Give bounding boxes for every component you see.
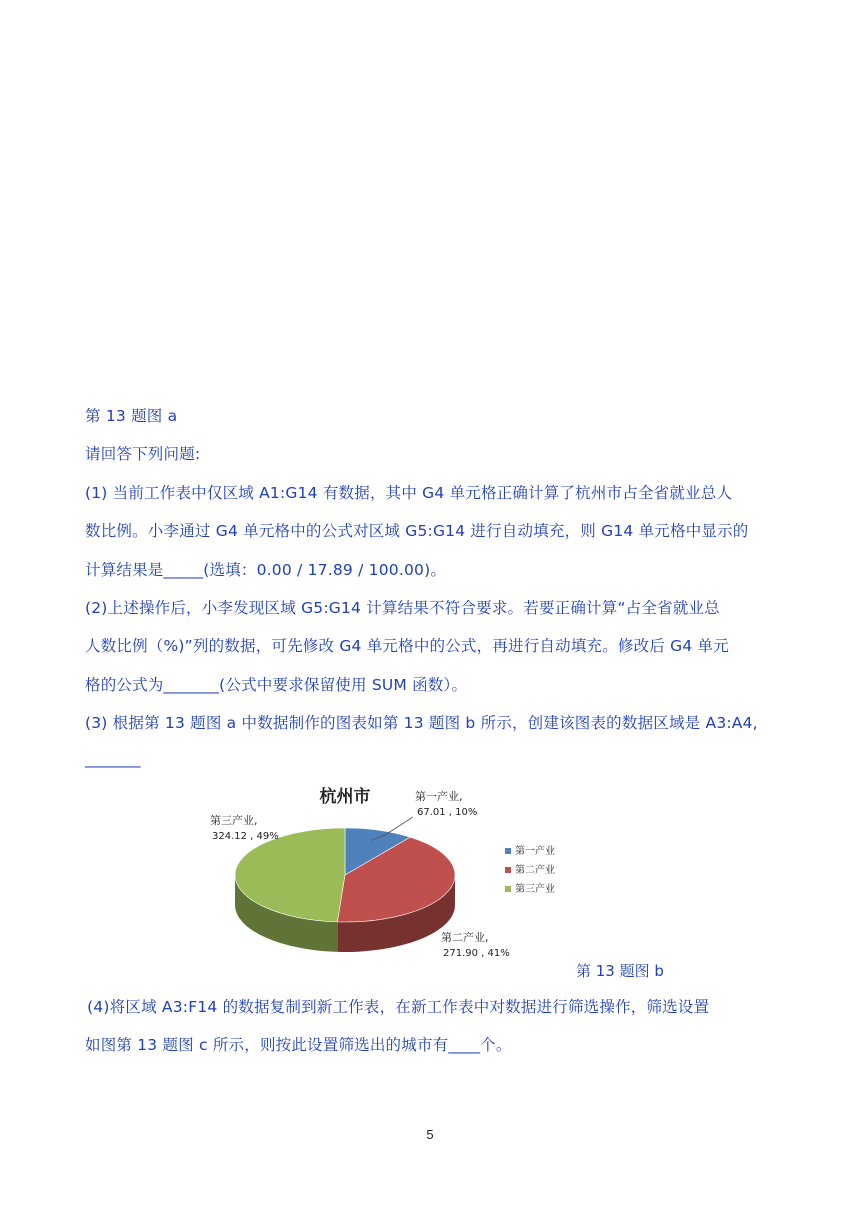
question-4-line-2: 如图第 13 题图 c 所示，则按此设置筛选出的城市有____个。: [85, 1036, 512, 1054]
prompt-text: 请回答下列问题:: [85, 445, 201, 463]
question-3-line-2: _______: [85, 750, 141, 768]
legend-label-1: 第二产业: [515, 865, 555, 876]
data-label-value-0: 67.01 , 10%: [417, 807, 478, 818]
question-1-line-1: (1) 当前工作表中仅区域 A1:G14 有数据，其中 G4 单元格正确计算了杭州市占全省就业总人: [85, 484, 733, 502]
chart-title: 杭州市: [319, 787, 371, 807]
figure-caption-b: 第 13 题图 b: [576, 962, 664, 980]
question-1-line-2: 数比例。小李通过 G4 单元格中的公式对区域 G5:G14 进行自动填充，则 G14 单元格中显示的: [85, 522, 749, 540]
question-2-line-1: (2)上述操作后，小李发现区域 G5:G14 计算结果不符合要求。若要正确计算“占全省就业总: [85, 599, 720, 617]
question-2-line-2: 人数比例（%)”列的数据，可先修改 G4 单元格中的公式，再进行自动填充。修改后 G4 单元: [85, 637, 729, 655]
data-label-value-2: 324.12 , 49%: [212, 831, 279, 842]
data-label-name-1: 第二产业,: [441, 931, 489, 944]
data-label-name-0: 第一产业,: [415, 790, 463, 803]
pie-chart-svg: [195, 778, 575, 970]
question-1-line-3: 计算结果是_____(选填：0.00 / 17.89 / 100.00)。: [85, 561, 447, 579]
legend-swatch-0: [505, 848, 511, 854]
legend-swatch-2: [505, 886, 511, 892]
question-2-line-3: 格的公式为_______(公式中要求保留使用 SUM 函数）。: [85, 676, 468, 694]
question-3-line-1: (3) 根据第 13 题图 a 中数据制作的图表如第 13 题图 b 所示，创建该图表的数据区域是 A3:A4,: [85, 714, 758, 732]
legend-label-0: 第一产业: [515, 846, 555, 857]
question-4-line-1: (4)将区域 A3:F14 的数据复制到新工作表，在新工作表中对数据进行筛选操作，筛选设置: [82, 998, 710, 1016]
data-label-name-2: 第三产业,: [210, 814, 258, 827]
legend-swatch-1: [505, 867, 511, 873]
data-label-value-1: 271.90 , 41%: [443, 948, 510, 959]
figure-caption-a: 第 13 题图 a: [85, 407, 178, 425]
legend-label-2: 第三产业: [515, 884, 555, 895]
pie-chart: [195, 778, 575, 970]
page-number: 5: [426, 1127, 434, 1142]
